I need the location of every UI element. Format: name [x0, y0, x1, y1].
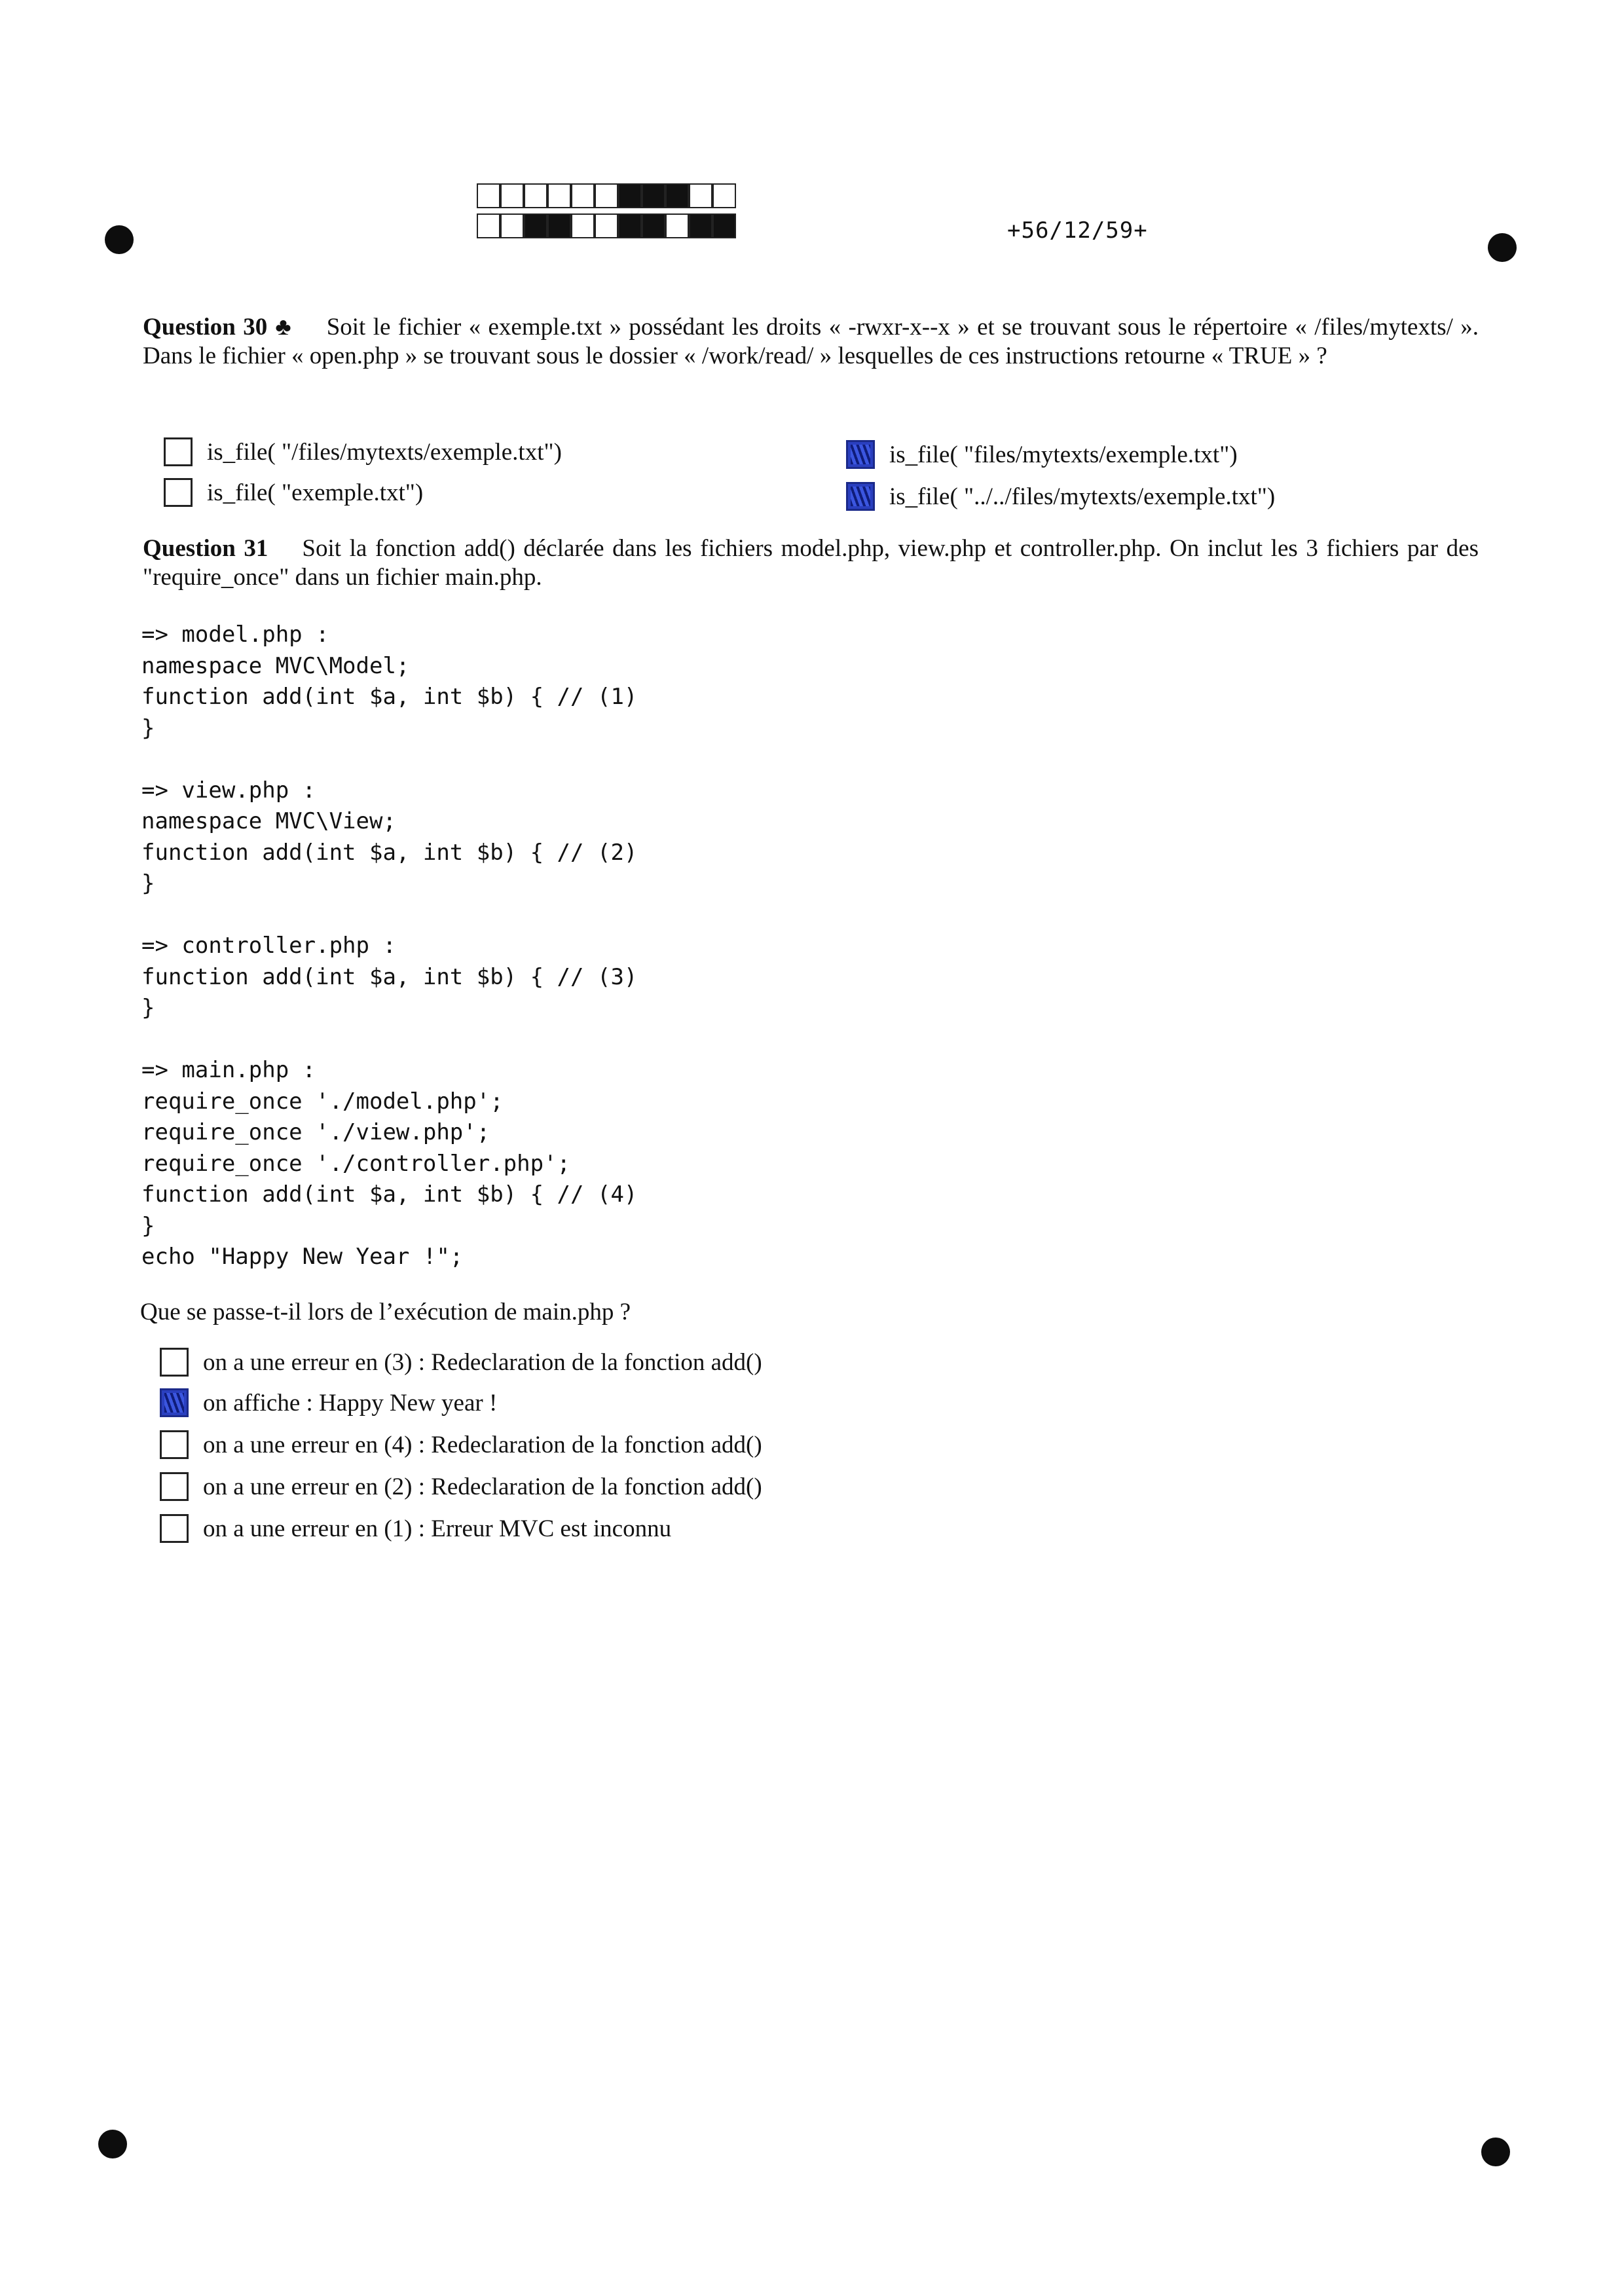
- barcode-cell: [689, 183, 712, 208]
- question-30-text: Soit le fichier « exemple.txt » possédant les droits « -rwxr-x--x » et se trouvant sous le répertoire « /files/mytexts/ ». Dans le fichier « open.php » se trouvant sous le dossier « /work/read/ » lesquelles de ces instructions retourne « TRUE » ?: [143, 314, 1479, 369]
- barcode-cell: [500, 213, 524, 238]
- code-block: [141, 620, 637, 1273]
- q30-option-2-text: is_file( "files/mytexts/exemple.txt"): [889, 441, 1238, 468]
- code-line: [141, 744, 637, 775]
- q31-option-1[interactable]: [160, 1348, 762, 1377]
- q30-checkbox-1[interactable]: [164, 437, 193, 466]
- q31-option-3-text: on a une erreur en (4) : Redeclaration de la fonction add(): [203, 1431, 762, 1458]
- barcode-cell: [547, 183, 571, 208]
- code-line: }: [141, 714, 155, 741]
- code-line: => controller.php :: [141, 933, 396, 959]
- barcode-cell: [477, 183, 500, 208]
- code-line: require_once './model.php';: [141, 1088, 504, 1115]
- club-icon: ♣: [274, 314, 293, 341]
- code-line: require_once './view.php';: [141, 1119, 490, 1145]
- q31-option-4-text: on a une erreur en (2) : Redeclaration de la fonction add(): [203, 1473, 762, 1500]
- barcode-cell: [571, 213, 595, 238]
- registration-mark-bottom-left: [98, 2130, 127, 2158]
- code-line: => model.php :: [141, 621, 329, 648]
- code-line: [141, 1024, 637, 1056]
- q31-option-2-text: on affiche : Happy New year !: [203, 1389, 498, 1416]
- registration-mark-bottom-right: [1481, 2138, 1510, 2166]
- q30-option-4[interactable]: [846, 482, 1275, 511]
- barcode-cell: [689, 213, 712, 238]
- barcode-cell: [500, 183, 524, 208]
- q30-option-1[interactable]: [164, 437, 562, 466]
- barcode-cell: [712, 213, 736, 238]
- code-line: namespace MVC\View;: [141, 808, 396, 834]
- registration-mark-top-left: [105, 225, 134, 254]
- barcode-cell: [665, 183, 689, 208]
- code-line: }: [141, 1212, 155, 1239]
- code-line: function add(int $a, int $b) { // (2): [141, 839, 638, 866]
- barcode-cell: [618, 213, 642, 238]
- q31-checkbox-1[interactable]: [160, 1348, 189, 1377]
- page-id: +56/12/59+: [1007, 217, 1148, 244]
- barcode-cell: [477, 213, 500, 238]
- code-line: require_once './controller.php';: [141, 1150, 571, 1177]
- barcode-cell: [571, 183, 595, 208]
- q31-option-4[interactable]: [160, 1472, 762, 1501]
- barcode-cell: [595, 183, 618, 208]
- code-line: [141, 900, 637, 931]
- q31-checkbox-2[interactable]: [160, 1388, 189, 1417]
- code-line: => view.php :: [141, 777, 316, 804]
- q31-option-2[interactable]: [160, 1388, 497, 1417]
- question-30: [143, 313, 1479, 371]
- barcode-cell: [618, 183, 642, 208]
- question-31-label: Question 31: [143, 535, 268, 562]
- q31-option-3[interactable]: [160, 1430, 762, 1459]
- barcode-row-2: [477, 213, 736, 241]
- q30-checkbox-4[interactable]: [846, 482, 875, 511]
- code-line: namespace MVC\Model;: [141, 652, 410, 679]
- q31-option-5-text: on a une erreur en (1) : Erreur MVC est inconnu: [203, 1515, 672, 1542]
- question-31: [143, 534, 1479, 592]
- barcode-row-1: [477, 183, 736, 211]
- question-31-prompt: Que se passe-t-il lors de l’exécution de main.php ?: [140, 1299, 631, 1325]
- code-line: }: [141, 995, 155, 1021]
- question-30-label: Question 30 ♣: [143, 314, 293, 341]
- barcode-cell: [642, 213, 665, 238]
- q31-checkbox-4[interactable]: [160, 1472, 189, 1501]
- code-line: function add(int $a, int $b) { // (1): [141, 684, 638, 710]
- barcode-cell: [524, 213, 547, 238]
- barcode-cell: [642, 183, 665, 208]
- q30-option-3[interactable]: [164, 478, 423, 507]
- code-line: function add(int $a, int $b) { // (4): [141, 1181, 638, 1208]
- barcode-cell: [524, 183, 547, 208]
- barcode-cell: [595, 213, 618, 238]
- registration-mark-top-right: [1488, 233, 1517, 262]
- code-line: }: [141, 870, 155, 897]
- barcode-cell: [665, 213, 689, 238]
- question-31-text: Soit la fonction add() déclarée dans les fichiers model.php, view.php et controller.php. On inclut les 3 fichiers par des "require_once" dans un fichier main.php.: [143, 535, 1479, 591]
- code-line: echo "Happy New Year !";: [141, 1244, 464, 1270]
- code-line: => main.php :: [141, 1057, 316, 1083]
- q30-checkbox-2[interactable]: [846, 440, 875, 469]
- q31-checkbox-3[interactable]: [160, 1430, 189, 1459]
- q30-option-4-text: is_file( "../../files/mytexts/exemple.txt"): [889, 483, 1276, 510]
- q31-checkbox-5[interactable]: [160, 1514, 189, 1543]
- q30-option-1-text: is_file( "/files/mytexts/exemple.txt"): [207, 438, 562, 466]
- q31-option-5[interactable]: [160, 1514, 671, 1543]
- q30-option-2[interactable]: [846, 440, 1238, 469]
- q31-option-1-text: on a une erreur en (3) : Redeclaration de la fonction add(): [203, 1348, 762, 1376]
- barcode-cell: [712, 183, 736, 208]
- q30-checkbox-3[interactable]: [164, 478, 193, 507]
- barcode-cell: [547, 213, 571, 238]
- code-line: function add(int $a, int $b) { // (3): [141, 963, 638, 990]
- q30-option-3-text: is_file( "exemple.txt"): [207, 479, 424, 506]
